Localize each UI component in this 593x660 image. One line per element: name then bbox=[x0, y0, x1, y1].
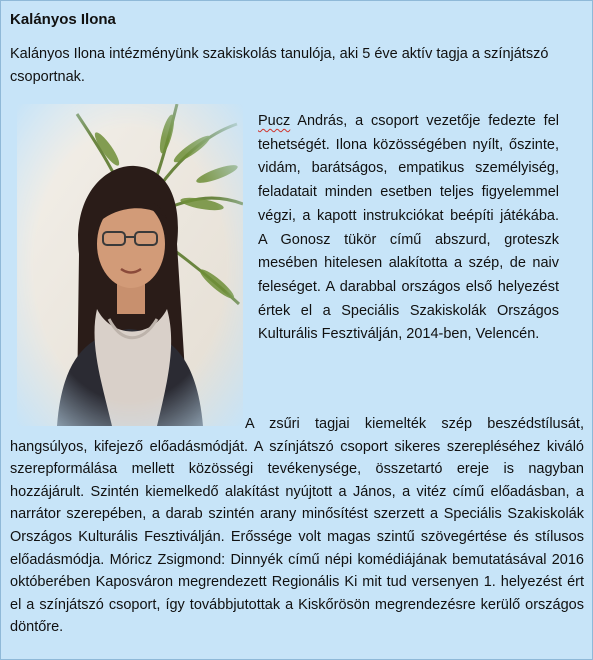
director-surname: Pucz bbox=[258, 113, 291, 129]
portrait-photo bbox=[17, 104, 243, 426]
article-title: Kalányos Ilona bbox=[10, 11, 116, 28]
story-paragraph-text: András, a csoport vezetője fedezte fel tehetségét. Ilona közösségében nyílt, őszinte, vidám, barátságos, empatikus személyiség, feladatait minden esetben teljes figyelemmel végzi, a kapott instrukciókat beépíti játékába. A Gonosz tükör című abszurd, groteszk mesében hitelesen alakította a szép, de naiv feleséget. A darabbal országos első helyezést értek el a Speciális Szakiskolák Országos Kulturális Fesztiválján, 2014-ben, Velencén. bbox=[258, 113, 559, 343]
portrait-image bbox=[17, 104, 243, 426]
intro-paragraph: Kalányos Ilona intézményünk szakiskolás tanulója, aki 5 éve aktív tagja a színjátszó csoportnak. bbox=[10, 46, 549, 85]
story-paragraph bbox=[258, 110, 559, 347]
achievements-paragraph: A zsűri tagjai kiemelték szép beszédstílusát, hangsúlyos, kifejező előadásmódját. A színjátszó csoport sikeres szerepléséhez kiváló szerepformálása mellett közösségi tevékenysége, összetartó ereje is nagyban hozzájárult. Szintén kiemelkedő alakítást nyújtott a János, a vitéz című előadásban, a narrátor szerepében, a darab szintén arany minősítést szerzett a Speciális Szakiskolák Országos Kulturális Fesztiválján. Erőssége volt magas szintű szövegértése és stílusos előadásmódja. Móricz Zsigmond: Dinnyék című népi komédiájának bemutatásával 2016 októberében Kaposváron megrendezett Regionális Ki mit tud versenyen 1. helyezést ért el a színjátszó csoport, így továbbjutottak a Kiskőrösön megrendezésre kerülő országos döntőre. bbox=[10, 416, 584, 636]
